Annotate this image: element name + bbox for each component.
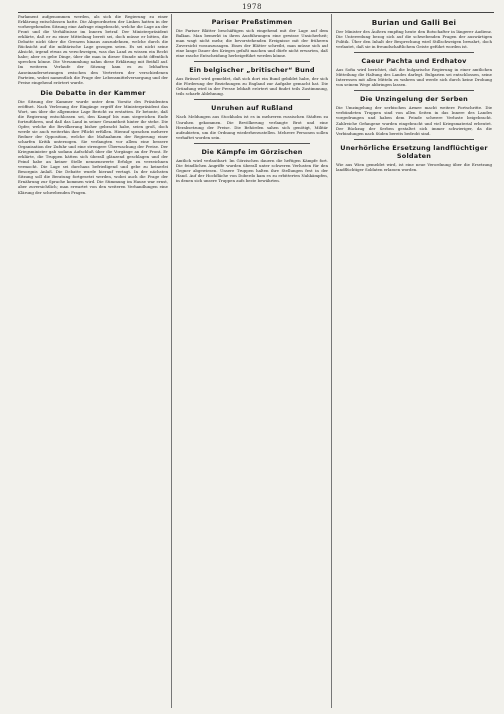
article-text: Wie aus Wien gemeldet wird, ist eine neue Verordnung über die Ersetzung landflüchtiger Soldaten erlassen worden. bbox=[336, 161, 492, 172]
article-heading: Unruhen auf Rußland bbox=[211, 104, 293, 113]
column-3 bbox=[336, 14, 492, 708]
section-divider bbox=[194, 143, 310, 144]
article-text: Die Pariser Blätter beschäftigen sich eingehend mit der Lage auf dem Balkan. Man bemerkt in ihren Ausführungen eine gewisse Unsicherheit; man wagt nicht mehr, die bevorstehenden Ereignisse mit der früheren Zuversicht vorauszusagen. Eines der Blätter schreibt, man müsse sich auf eine lange Dauer des Krieges gefaßt machen und dürfe nicht erwarten, daß eine rasche Entscheidung herbeigeführt werden könne. bbox=[176, 28, 328, 59]
article-text: Aus Sofia wird berichtet, daß die bulgarische Regierung in einer amtlichen Mitteilung die Haltung des Landes darlegt. Bulgarien sei entschlossen, seine Interessen mit allen Mitteln zu wahren und werde sich durch keine Drohung von seinem Wege abbringen lassen. bbox=[336, 67, 492, 88]
article-heading: Caeur Pachta und Erdhatov bbox=[361, 57, 467, 66]
article-text: Nach Meldungen aus Stockholm ist es in mehreren russischen Städten zu Unruhen gekommen. Die Bevölkerung verlangte Brot und eine Herabsetzung der Preise. Die Behörden sahen sich genötigt, Militär aufzubieten, um die Ordnung wiederherzustellen. Mehrere Personen sollen verhaftet worden sein. bbox=[176, 114, 328, 140]
column-2 bbox=[176, 14, 328, 708]
article-heading: Pariser Preßstimmen bbox=[211, 18, 293, 26]
article-heading: Unerhörliche Ersetzung landflüchtiger Soldaten bbox=[340, 143, 488, 160]
column-1 bbox=[18, 14, 168, 708]
header-rule bbox=[18, 12, 494, 13]
article-heading: Die Kämpfe im Görzischen bbox=[201, 147, 303, 156]
section-divider bbox=[194, 61, 310, 62]
section-divider bbox=[354, 139, 474, 140]
article-heading: Die Unzingelung der Serben bbox=[359, 95, 468, 104]
column-divider bbox=[331, 14, 332, 708]
article-text: Aus Brüssel wird gemeldet, daß sich dort ein Bund gebildet habe, der sich die Förderung der Beziehungen zu England zur Aufgabe gemacht hat. Die Gründung wird in der Presse lebhaft erörtert und findet teils Zustimmung, teils scharfe Ablehnung. bbox=[176, 76, 328, 97]
article-heading: Burian und Galli Bei bbox=[371, 18, 457, 27]
article-text: Die Sitzung der Kammer wurde unter dem Vorsitz des Präsidenten eröffnet. Nach Verlesung der Eingänge ergriff der Ministerpräsident das Wort, um über die allgemeine Lage Bericht zu erstatten. Er betonte, daß die Regierung entschlossen sei, den Kampf bis zum siegreichen Ende fortzuführen, und daß das Land in seiner Gesamtheit hinter ihr stehe. Die Opfer, welche die Bevölkerung bisher gebracht habe, seien groß, doch werde sie auch weiterhin ihre Pflicht erfüllen. Hierauf sprachen mehrere Redner der Opposition, welche die Maßnahmen der Regierung einer scharfen Kritik unterzogen. Sie verlangten vor allem eine bessere Organisation der Zufuhr und eine strengere Überwachung der Preise. Der Kriegsminister gab sodann Aufschluß über die Vorgänge an der Front. Er erklärte, die Truppen hätten sich überall glänzend geschlagen und der Feind habe an keiner Stelle nennenswerte Erfolge zu verzeichnen vermocht. Die Lage sei durchaus befriedigend und gebe zu keinerlei Besorgnis Anlaß. Die Debatte wurde hierauf vertagt. In der nächsten Sitzung soll die Beratung fortgesetzt werden, wobei auch die Frage der Ernährung zur Sprache kommen wird. Die Stimmung im Hause war ernst, aber zuversichtlich; man erwartet von den weiteren Verhandlungen eine Klärung der schwebenden Fragen. bbox=[18, 98, 168, 195]
article-heading: Ein belgischer „britischer“ Bund bbox=[189, 66, 315, 75]
article-text: Der Minister des Äußern empfing heute den Botschafter in längerer Audienz. Die Unterredung bezog sich auf die schwebenden Fragen der auswärtigen Politik. Über den Inhalt der Besprechung wird Stillschweigen bewahrt, doch verlautet, daß sie in freundschaftlichem Geiste geführt worden ist. bbox=[336, 29, 492, 50]
article-text: Parlament aufgenommen werden, als sich die Regierung zu einer Erklärung entschlossen hatte. Die Abgeordneten der Linken hatten in der vorhergehenden Sitzung eine Anfrage eingebracht, welche die Lage an der Front und die Verhältnisse im Innern betraf. Der Ministerpräsident erklärte, daß er zu einer Mitteilung bereit sei, doch müsse er bitten, die Debatte nicht über die Grenzen hinaus auszudehnen, welche durch die Rücksicht auf die militärische Lage gezogen seien. Es sei nicht seine Absicht, irgend etwas zu verschweigen, was das Land zu wissen ein Recht habe; aber es gebe Dinge, über die man in dieser Stunde nicht öffentlich sprechen könne. Die Versammlung nahm diese Erklärung mit Beifall auf. Im weiteren Verlaufe der Sitzung kam es zu lebhaften Auseinandersetzungen zwischen den Vertretern der verschiedenen Parteien, wobei namentlich die Frage der Lebensmittelversorgung und der Preise eingehend erörtert wurde. bbox=[18, 14, 168, 85]
section-divider bbox=[194, 99, 310, 100]
column-divider bbox=[171, 14, 172, 708]
section-divider bbox=[354, 52, 474, 53]
article-heading: Die Debatte in der Kammer bbox=[40, 88, 146, 97]
page-number: 1978 bbox=[242, 3, 262, 11]
article-text: Die Umzingelung der serbischen Armee macht weitere Fortschritte. Die verbündeten Truppen sind von allen Seiten in das Innere des Landes vorgedrungen und haben dem Feinde schwere Verluste beigebracht. Zahlreiche Gefangene wurden eingebracht und viel Kriegsmaterial erbeutet. Der Rückzug der Serben gestaltet sich immer schwieriger, da die Verbindungen nach Süden bereits bedroht sind. bbox=[336, 105, 492, 136]
section-divider bbox=[354, 90, 474, 91]
article-text: Amtlich wird verlautbart: Im Görzischen dauern die heftigen Kämpfe fort. Die feindlichen Angriffe wurden überall unter schweren Verlusten für den Gegner abgewiesen. Unsere Truppen halten ihre Stellungen fest in der Hand. Auf der Hochfläche von Doberdo kam es zu erbitterten Nahkämpfen, in denen sich unsere Truppen aufs beste bewährten. bbox=[176, 157, 328, 183]
